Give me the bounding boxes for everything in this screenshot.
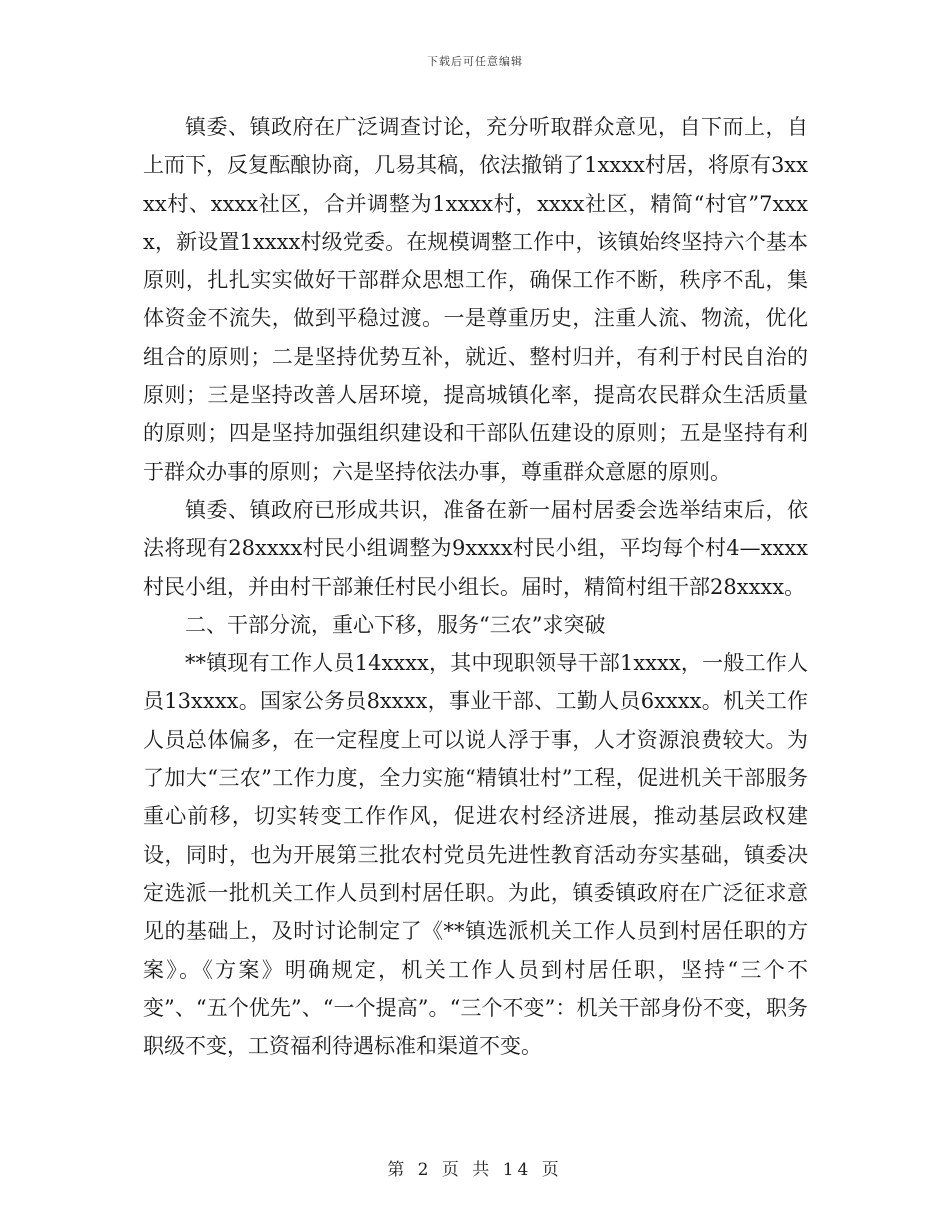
paragraph-village-groups: 镇委、镇政府已形成共识，准备在新一届村居委会选举结束后，依法将现有28xxxx村民小组调整为9xxxx村民小组，平均每个村4—xxxx村民小组，并由村干部兼任村民小组长。届时，精简村组干部28xxxx。 bbox=[143, 497, 808, 599]
paragraph-adjustment-principles: 镇委、镇政府在广泛调查讨论，充分听取群众意见，自下而上，自上而下，反复酝酿协商，几易其稿，依法撤销了1xxxx村居，将原有3xxxx村、xxxx社区，合并调整为1xxxx村，xxxx社区，精简“村官”7xxxx，新设置1xxxx村级党委。在规模调整工作中，该镇始终坚持六个基本原则，扎扎实实做好干部群众思想工作，确保工作不断，秩序不乱，集体资金不流失，做到平稳过渡。一是尊重历史，注重人流、物流，优化组合的原则；二是坚持优势互补，就近、整村归并，有利于村民自治的原则；三是坚持改善人居环境，提高城镇化率，提高农民群众生活质量的原则；四是坚持加强组织建设和干部队伍建设的原则；五是坚持有利于群众办事的原则；六是坚持依法办事，尊重群众意愿的原则。 bbox=[143, 115, 808, 484]
document-body bbox=[143, 108, 808, 1065]
page-header-note: 下载后可任意编辑 bbox=[427, 55, 523, 68]
paragraph-staff-assignment: **镇现有工作人员14xxxx，其中现职领导干部1xxxx，一般工作人员13xxxx。国家公务员8xxxx，事业干部、工勤人员6xxxx。机关工作人员总体偏多，在一定程度上可以说人浮于事，人才资源浪费较大。为了加大“三农”工作力度，全力实施“精镇壮村”工程，促进机关干部服务重心前移，切实转变工作作风，促进农村经济进展，推动基层政权建设，同时，也为开展第三批农村党员先进性教育活动夯实基础，镇委决定选派一批机关工作人员到村居任职。为此，镇委镇政府在广泛征求意见的基础上，及时讨论制定了《**镇选派机关工作人员到村居任职的方案》。《方案》明确规定，机关工作人员到村居任职，坚持“三个不变”、“五个优先”、“一个提高”。“三个不变”：机关干部身份不变，职务职级不变，工资福利待遇标准和渠道不变。 bbox=[143, 651, 808, 1059]
section-heading-cadre-diversion: 二、干部分流，重心下移，服务“三农”求突破 bbox=[185, 612, 606, 637]
page-number: 第 2 页 共 14 页 bbox=[387, 1160, 563, 1180]
